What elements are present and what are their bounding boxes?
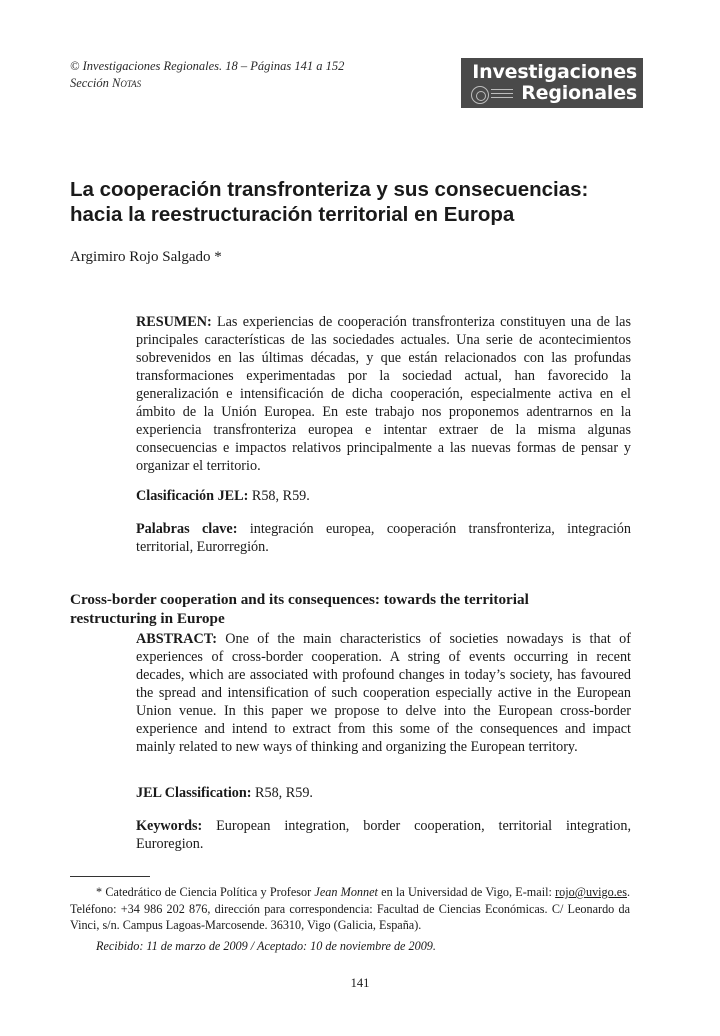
title-line1: La cooperación transfronteriza y sus consecuencias: xyxy=(70,178,589,201)
page-number: 141 xyxy=(350,976,370,990)
jel-text: R58, R59. xyxy=(251,785,313,801)
title-line2: hacia la reestructuración territorial en Europa xyxy=(70,203,515,226)
section-name: Notas xyxy=(112,76,142,90)
clasificacion-paragraph xyxy=(136,487,631,505)
palabras-clave-text: integración europea, cooperación transfronteriza, integración territorial, Eurorregión. xyxy=(136,521,631,555)
footnote xyxy=(70,884,630,934)
abstract-text: One of the main characteristics of societies nowadays is that of experiences of cross-border cooperation. A string of events occurring in recent decades, which are associated with profound changes in today’s society, has favoured the spread and intensification of such cooperation especially active in the European Union venue. In this paper we propose to delve into the European cross-border experience and intend to extract from this some of the consequences and impact mainly related to new ways of thinking and organizing the European territory. xyxy=(136,631,631,755)
keywords-paragraph xyxy=(136,817,631,853)
footnote-part3: . Teléfono: +34 986 202 876, dirección para correspondencia: Facultad de Ciencias Económicas. C/ Leonardo da Vinci, s/n. Campus Lagoas-Marcosende. 36310, Vigo (Galicia, España). xyxy=(70,885,630,932)
resumen-text: Las experiencias de cooperación transfronteriza constituyen una de las principales características de las sociedades actuales. Una serie de acontecimientos sobrevenidos en las últimas décadas, y que están relacionados con las profundas transformaciones experimentadas por la sociedad actual, han favorecido la generalización e intensificación de dicha cooperación, especialmente activa en el ámbito de la Unión Europea. En este trabajo nos proponemos adentrarnos en la experiencia transfronteriza europea e intentar extraer de la misma algunas consecuencias e impactos relativos principalmente a las nuevas formas de pensar y organizar el territorio. xyxy=(136,314,631,474)
en-title-line2: restructuring in Europe xyxy=(70,610,225,627)
logo-emblem-icon xyxy=(471,86,489,104)
section-line xyxy=(70,75,344,92)
clasificacion-label: Clasificación JEL: xyxy=(136,488,249,504)
logo-line1: Investigaciones xyxy=(472,61,637,83)
journal-header xyxy=(70,58,344,92)
footnote-part1: * Catedrático de Ciencia Política y Profesor xyxy=(96,885,315,899)
en-title-line1: Cross-border cooperation and its consequences: towards the territorial xyxy=(70,591,529,608)
resumen-paragraph xyxy=(136,313,631,475)
jel-paragraph xyxy=(136,784,631,802)
footnote-part2: en la Universidad de Vigo, E-mail: xyxy=(377,885,556,899)
logo-line2: Regionales xyxy=(521,82,637,104)
copyright-line: © Investigaciones Regionales. 18 – Páginas 141 a 152 xyxy=(70,59,345,73)
received-dates: Recibido: 11 de marzo de 2009 / Aceptado: 10 de noviembre de 2009. xyxy=(96,939,436,953)
abstract-paragraph xyxy=(136,630,631,756)
clasificacion-text: R58, R59. xyxy=(248,488,310,504)
logo-lines-icon xyxy=(491,89,513,101)
keywords-text: European integration, border cooperation, territorial integration, Euroregion. xyxy=(136,818,631,852)
footnote-italic: Jean Monnet xyxy=(314,885,378,899)
english-title xyxy=(70,590,630,628)
abstract-label: ABSTRACT: xyxy=(136,631,217,647)
journal-logo xyxy=(461,58,643,108)
footnote-divider xyxy=(70,876,150,877)
article-title xyxy=(70,177,660,227)
palabras-clave-label: Palabras clave: xyxy=(136,521,238,537)
resumen-label: RESUMEN: xyxy=(136,314,212,330)
palabras-clave-paragraph xyxy=(136,520,631,556)
keywords-label: Keywords: xyxy=(136,818,203,834)
email-link[interactable]: rojo@uvigo.es xyxy=(555,885,627,899)
jel-label: JEL Classification: xyxy=(136,785,252,801)
section-prefix: Sección xyxy=(70,76,112,90)
author: Argimiro Rojo Salgado * xyxy=(70,249,222,265)
